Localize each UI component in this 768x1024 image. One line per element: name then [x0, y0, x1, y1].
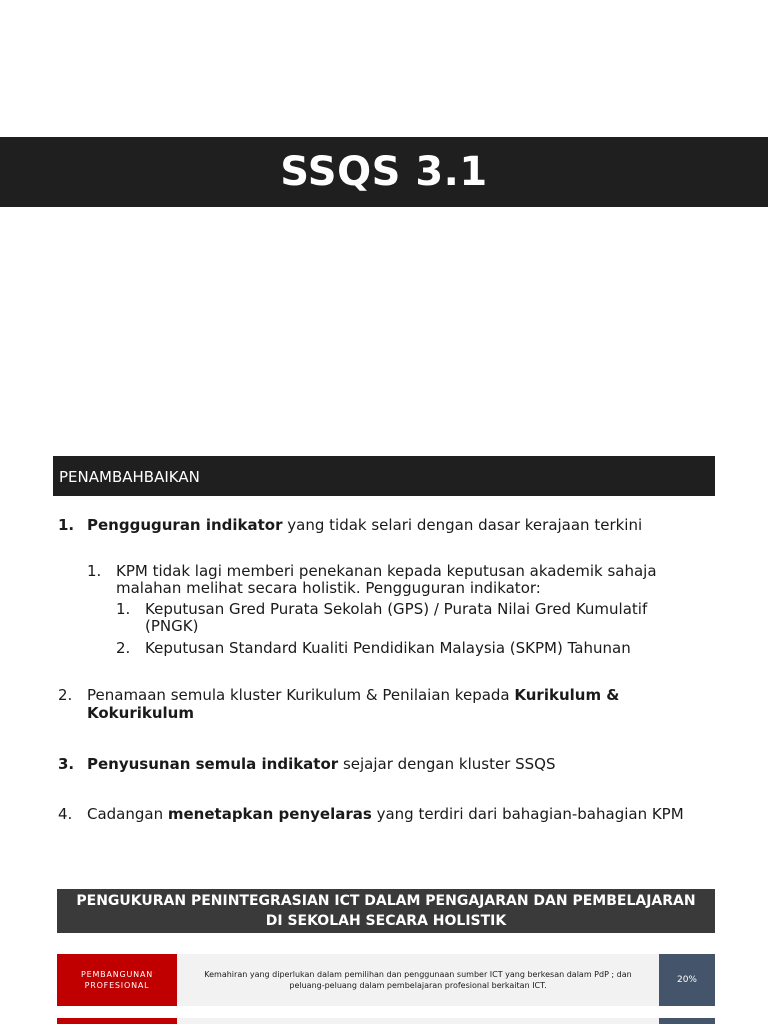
subsub-list-item-1 [116, 601, 676, 635]
list-item-1 [58, 516, 708, 534]
subsub-list-item-text: Keputusan Standard Kualiti Pendidikan Malaysia (SKPM) Tahunan [145, 639, 631, 657]
list-item-bold: Kurikulum & Kokurikulum [87, 686, 620, 722]
list-number: 1. [58, 516, 75, 534]
ict-box-header: PENGUKURAN PENINTEGRASIAN ICT DALAM PENGAJARAN DAN PEMBELAJARAN DI SEKOLAH SECARA HOLISTIK [57, 889, 715, 933]
list-number: 4. [58, 805, 73, 823]
list-number: 3. [58, 755, 75, 773]
list-item-text: yang tidak selari dengan dasar kerajaan terkini [282, 516, 643, 534]
list-item-text: sejajar dengan kluster SSQS [338, 755, 556, 773]
list-item-text: yang terdiri dari bahagian-bahagian KPM [371, 805, 684, 823]
list-item-bold: Penyusunan semula indikator [87, 755, 339, 773]
list-item-3 [58, 755, 708, 773]
subsub-list-number: 1. [116, 600, 131, 618]
sub-list-number: 1. [87, 562, 102, 580]
subsub-list-item-2 [116, 640, 676, 657]
slide-title: SSQS 3.1 [280, 149, 488, 195]
list-item-4 [58, 805, 708, 823]
ict-row-description-partial [177, 1018, 659, 1024]
list-item-bold: menetapkan penyelaras [167, 805, 372, 823]
ict-row-label-partial [57, 1018, 177, 1024]
ict-row-next-partial [57, 1018, 715, 1024]
list-item-text: Penamaan semula kluster Kurikulum & Penilaian kepada [87, 686, 515, 704]
ict-row-label: PEMBANGUNAN PROFESIONAL [57, 954, 177, 1006]
penambahbaikan-header: PENAMBAHBAIKAN [53, 456, 715, 496]
subsub-list-number: 2. [116, 639, 131, 657]
list-item-2 [58, 686, 708, 722]
ict-row-percent-partial [659, 1018, 715, 1024]
list-item-text-before: Cadangan [87, 805, 168, 823]
ict-row-description: Kemahiran yang diperlukan dalam pemilihan dan penggunaan sumber ICT yang berkesan dalam PdP ; dan peluang-peluang dalam pembelajaran profesional berkaitan ICT. [177, 954, 659, 1006]
ict-row-pembangunan-profesional [57, 954, 715, 1006]
sub-list-item-text: KPM tidak lagi memberi penekanan kepada keputusan akademik sahaja malahan melihat secara holistik. Pengguguran indikator: [116, 562, 657, 597]
title-bar [0, 137, 768, 207]
list-number: 2. [58, 686, 73, 704]
subsub-list-item-text: Keputusan Gred Purata Sekolah (GPS) / Purata Nilai Gred Kumulatif (PNGK) [145, 600, 648, 635]
list-item-bold: Pengguguran indikator [87, 516, 283, 534]
ict-row-percent: 20% [659, 954, 715, 1006]
sub-list-item-1 [87, 563, 707, 597]
